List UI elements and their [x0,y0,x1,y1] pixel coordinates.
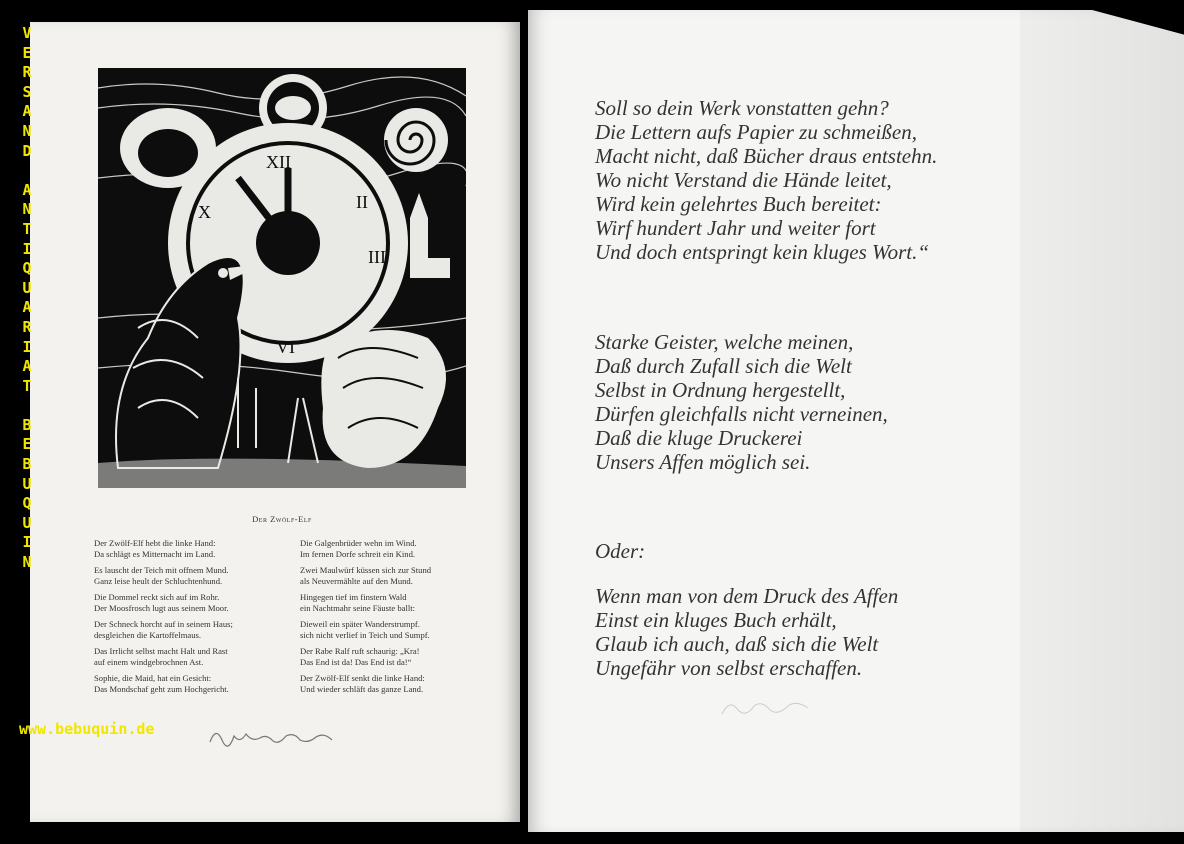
verse-line: Die Dommel reckt sich auf im Rohr. [94,592,220,602]
verse-line: Das End ist da! Das End ist da!“ [300,657,412,667]
verse-line: Und wieder schläft das ganze Land. [300,684,424,694]
watermark-letter: I [22,337,32,356]
verse-line: Starke Geister, welche meinen, [595,330,854,354]
verse-line: Sophie, die Maid, hat ein Gesicht: [94,673,212,683]
watermark-letter: A [22,357,32,376]
verse-line: Dürfen gleichfalls nicht verneinen, [595,402,888,426]
watermark-letter: A [22,102,32,121]
svg-text:III: III [368,247,386,267]
watermark-url: www.bebuquin.de [19,720,155,738]
woodcut-illustration [98,68,466,488]
verse-line: Und doch entspringt kein kluges Wort.“ [595,240,930,264]
illustration-caption: Der Zwölf-Elf [252,514,312,524]
watermark-letter: A [22,298,32,317]
stanza [94,619,294,641]
stanza [94,673,294,695]
verse-line: auf einem windgebrochnen Ast. [94,657,204,667]
verse-line: Daß durch Zufall sich die Welt [595,354,852,378]
verse-line: Im fernen Dorfe schreit ein Kind. [300,549,416,559]
verse-line: Selbst in Ordnung hergestellt, [595,378,846,402]
stanza [300,619,500,641]
verse-line: Glaub ich auch, daß sich die Welt [595,632,879,656]
verse-line: Es lauscht der Teich mit offnem Mund. [94,565,229,575]
verse-line: Der Rabe Ralf ruft schaurig: „Kra! [300,646,420,656]
watermark-letter: N [22,553,32,572]
poem-stanza-4 [595,584,898,680]
watermark-letter: V [22,24,32,42]
verse-line: desgleichen die Kartoffelmaus. [94,630,201,640]
verse-line: Der Moosfrosch lugt aus seinem Moor. [94,603,229,613]
stanza [94,565,294,587]
watermark-letter: B [22,455,32,474]
verse-line: Das Mondschaf geht zum Hochgericht. [94,684,229,694]
verse-line: als Neuvermählte auf den Mund. [300,576,413,586]
watermark-letter: E [22,43,32,62]
watermark-letter: R [22,317,32,336]
verse-line: Daß die kluge Druckerei [595,426,803,450]
verse-line: Die Lettern aufs Papier zu schmeißen, [595,120,917,144]
watermark-letter: A [22,180,32,199]
watermark-letter: R [22,63,32,82]
verse-line: Hingegen tief im finstern Wald [300,592,407,602]
svg-text:VI: VI [276,337,295,357]
stanza [300,592,500,614]
svg-text:X: X [198,202,211,222]
stanza [300,565,500,587]
verse-line: Das Irrlicht selbst macht Halt und Rast [94,646,228,656]
watermark-letter: I [22,533,32,552]
svg-text:II: II [356,192,368,212]
woodcut-image [98,68,466,488]
watermark-letter: B [22,415,32,434]
verse-line: Unsers Affen möglich sei. [595,450,811,474]
watermark-letter [19,161,35,181]
stanza [94,646,294,668]
stanza [300,538,500,560]
svg-text:XII: XII [266,152,291,172]
poem-stanza-1 [595,96,937,264]
verse-line: Oder: [595,539,646,563]
verse-line: Macht nicht, daß Bücher draus entstehn. [595,144,938,168]
pencil-signature [206,722,336,752]
verse-line: Soll so dein Werk vonstatten gehn? [595,96,889,120]
watermark-letter: T [22,376,32,395]
verse-line: Ungefähr von selbst erschaffen. [595,656,863,680]
watermark-letter: N [22,200,32,219]
watermark-letter: Q [22,259,32,278]
watermark-letter [19,396,35,416]
verse-line: Dieweil ein später Wanderstrumpf. [300,619,420,629]
watermark-letter: S [22,82,32,101]
verse-line: Da schlägt es Mitternacht im Land. [94,549,216,559]
stanza [94,592,294,614]
watermark-letter: U [22,474,32,493]
poem-column-right [300,538,500,700]
faint-pencil-mark [718,692,818,722]
verse-line: Die Galgenbrüder wehn im Wind. [300,538,417,548]
watermark-letter: I [22,239,32,258]
verse-line: Der Zwölf-Elf hebt die linke Hand: [94,538,216,548]
verse-line: Der Zwölf-Elf senkt die linke Hand: [300,673,425,683]
watermark-letter: U [22,513,32,532]
verse-line: Zwei Maulwürf küssen sich zur Stund [300,565,432,575]
verse-line: Wird kein gelehrtes Buch bereitet: [595,192,882,216]
watermark-letter: U [22,278,32,297]
stanza [94,538,294,560]
watermark-letter: D [22,141,32,160]
verse-line: Wo nicht Verstand die Hände leitet, [595,168,892,192]
poem-stanza-3 [595,539,645,563]
watermark-letter: N [22,121,32,140]
verse-line: Wirf hundert Jahr und weiter fort [595,216,876,240]
watermark-vertical-text [19,24,35,573]
poem-column-left [94,538,294,700]
poem-stanza-2 [595,330,888,474]
stanza [300,673,500,695]
watermark-letter: T [22,219,32,238]
verse-line: Wenn man von dem Druck des Affen [595,584,899,608]
watermark-letter: E [22,435,32,454]
verse-line: sich nicht verlief in Teich und Sumpf. [300,630,430,640]
stanza [300,646,500,668]
watermark-letter: Q [22,494,32,513]
verse-line: ein Nachtmahr seine Fäuste ballt: [300,603,416,613]
verse-line: Einst ein kluges Buch erhält, [595,608,837,632]
verse-line: Der Schneck horcht auf in seinem Haus; [94,619,233,629]
verse-line: Ganz leise heult der Schluchtenhund. [94,576,223,586]
